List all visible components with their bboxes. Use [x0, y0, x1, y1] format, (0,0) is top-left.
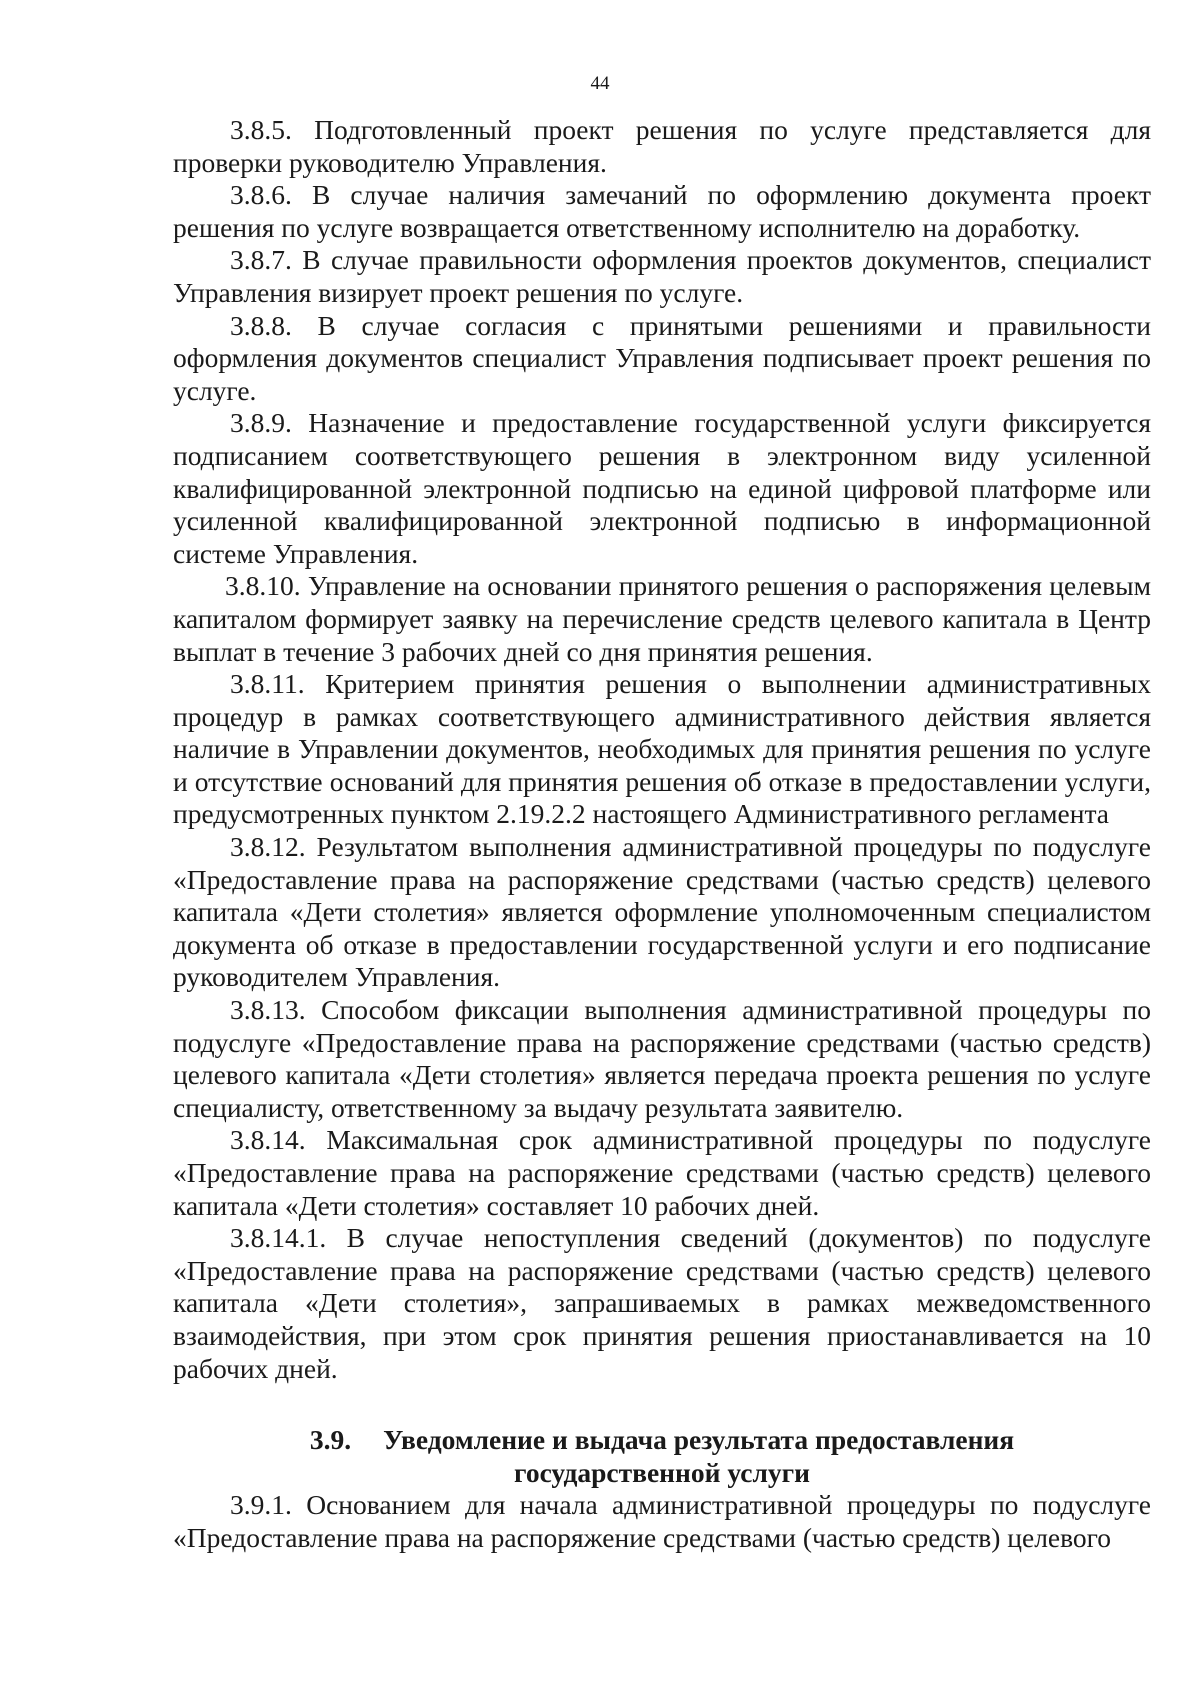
- paragraph-3-8-11: 3.8.11. Критерием принятия решения о выполнении административных процедур в рамках соответствующего административного действия является наличие в Управлении документов, необходимых для принятия решения по услуге и отсутствие оснований для принятия решения об отказе в предоставлении услуги, предусмотренных пунктом 2.19.2.2 настоящего Административного регламента: [173, 668, 1151, 830]
- paragraph-3-9-1: 3.9.1. Основанием для начала административной процедуры по подуслуге «Предоставление права на распоряжение средствами (частью средств) целевого: [173, 1489, 1151, 1553]
- paragraph-3-8-8: 3.8.8. В случае согласия с принятыми решениями и правильности оформления документов специалист Управления подписывает проект решения по услуге.: [173, 309, 1151, 406]
- paragraph-3-8-5: 3.8.5. Подготовленный проект решения по услуге представляется для проверки руководителю Управления.: [173, 114, 1151, 178]
- page-number: 44: [590, 73, 610, 94]
- section-title-line2: государственной услуги: [514, 1457, 810, 1489]
- section-heading: [173, 1423, 1151, 1489]
- paragraph-3-8-7: 3.8.7. В случае правильности оформления проектов документов, специалист Управления визирует проект решения по услуге.: [173, 244, 1151, 308]
- document-body: [173, 114, 1151, 1554]
- section-title-line1: Уведомление и выдача результата предоставления: [383, 1424, 1015, 1456]
- paragraph-3-8-14: 3.8.14. Максимальная срок административной процедуры по подуслуге «Предоставление права на распоряжение средствами (частью средств) целевого капитала «Дети столетия» составляет 10 рабочих дней.: [173, 1124, 1151, 1221]
- paragraph-3-8-13: 3.8.13. Способом фиксации выполнения административной процедуры по подуслуге «Предоставление права на распоряжение средствами (частью средств) целевого капитала «Дети столетия» является передача проекта решения по услуге специалисту, ответственному за выдачу результата заявителю.: [173, 994, 1151, 1123]
- paragraph-3-8-6: 3.8.6. В случае наличия замечаний по оформлению документа проект решения по услуге возвращается ответственному исполнителю на доработку.: [173, 179, 1151, 243]
- paragraph-3-8-14-1: 3.8.14.1. В случае непоступления сведений (документов) по подуслуге «Предоставление права на распоряжение средствами (частью средств) целевого капитала «Дети столетия», запрашиваемых в рамках межведомственного взаимодействия, при этом срок принятия решения приостанавливается на 10 рабочих дней.: [173, 1222, 1151, 1384]
- paragraph-3-8-12: 3.8.12. Результатом выполнения административной процедуры по подуслуге «Предоставление права на распоряжение средствами (частью средств) целевого капитала «Дети столетия» является оформление уполномоченным специалистом документа об отказе в предоставлении государственной услуги и его подписание руководителем Управления.: [173, 831, 1151, 993]
- paragraph-3-8-9: 3.8.9. Назначение и предоставление государственной услуги фиксируется подписанием соответствующего решения в электронном виду усиленной квалифицированной электронной подписью на единой цифровой платформе или усиленной квалифицированной электронной подписью в информационной системе Управления.: [173, 407, 1151, 569]
- section-heading-line1: [173, 1423, 1151, 1456]
- section-number: 3.9.: [309, 1424, 352, 1456]
- paragraph-3-8-10: 3.8.10. Управление на основании принятого решения о распоряжения целевым капиталом формирует заявку на перечисление средств целевого капитала в Центр выплат в течение 3 рабочих дней со дня принятия решения.: [173, 570, 1151, 667]
